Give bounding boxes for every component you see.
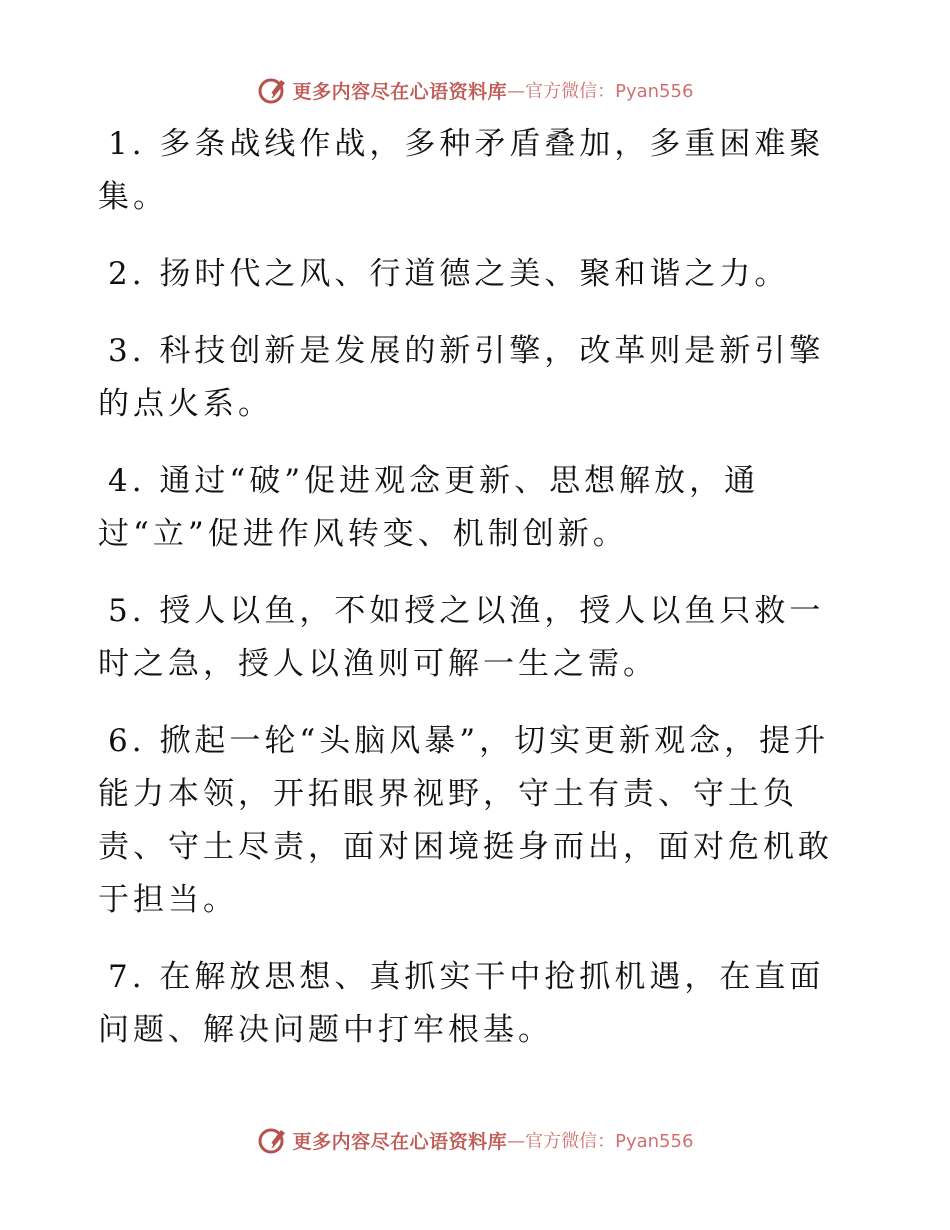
paragraph-6: 6. 掀起一轮“头脑风暴”，切实更新观念，提升能力本领，开拓眼界视野，守土有责、守土负责、守土尽责，面对困境挺身而出，面对危机敢于担当。 — [98, 723, 833, 918]
pen-nib-circle-icon — [257, 74, 289, 106]
paragraph-1: 1. 多条战线作战，多种矛盾叠加，多重困难聚集。 — [98, 126, 825, 215]
header-banner-main: 更多内容尽在心语资料库 — [292, 80, 508, 103]
footer-banner-sub: —官方微信：Pyan556 — [507, 1131, 694, 1152]
header-banner — [0, 70, 950, 110]
document-body — [98, 118, 838, 1081]
footer-banner — [0, 1120, 950, 1160]
paragraph-7: 7. 在解放思想、真抓实干中抢抓机遇，在直面问题、解决问题中打牢根基。 — [98, 959, 825, 1048]
paragraph-5: 5. 授人以鱼，不如授之以渔，授人以鱼只救一时之急，授人以渔则可解一生之需。 — [98, 593, 825, 682]
paragraph-3: 3. 科技创新是发展的新引擎，改革则是新引擎的点火系。 — [98, 333, 825, 422]
pen-nib-circle-icon — [257, 1124, 289, 1156]
paragraph-2: 2. 扬时代之风、行道德之美、聚和谐之力。 — [108, 256, 790, 292]
footer-banner-main: 更多内容尽在心语资料库 — [292, 1130, 508, 1153]
header-banner-sub: —官方微信：Pyan556 — [507, 81, 694, 102]
paragraph-4: 4. 通过“破”促进观念更新、思想解放，通过“立”促进作风转变、机制创新。 — [98, 463, 760, 552]
